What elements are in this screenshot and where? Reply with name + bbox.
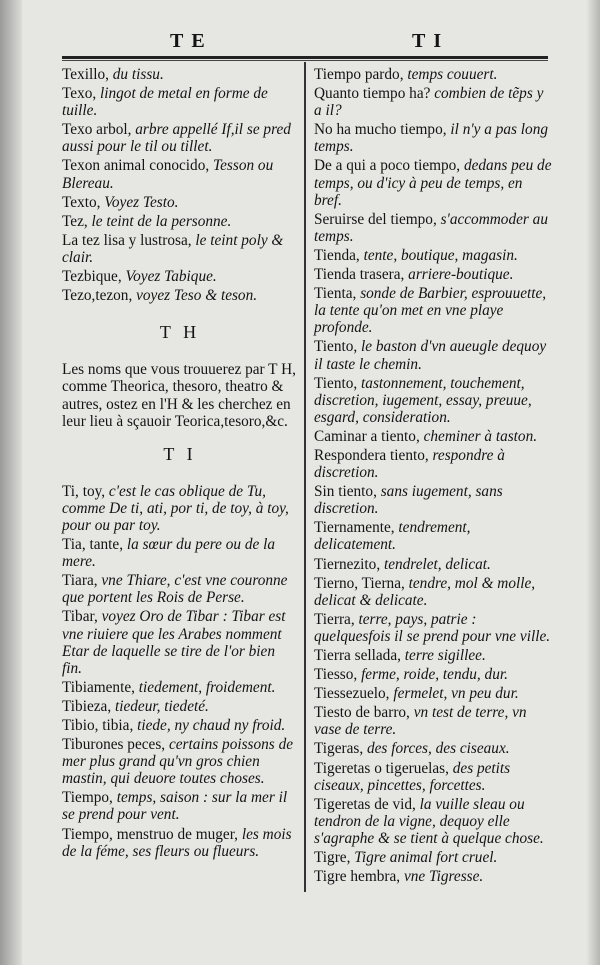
definition: ferme, roide, tendu, dur. (361, 666, 508, 684)
headword: De a qui a poco tiempo, (314, 157, 461, 175)
headword: Tia, tante, (62, 536, 124, 554)
definition: sans iugement, sans discretion. (314, 483, 503, 518)
headword: Sin tiento, (314, 483, 377, 501)
dictionary-entry (314, 611, 554, 645)
dictionary-entry (314, 704, 554, 738)
headword: Tibiamente, (62, 678, 135, 696)
definition: vn test de terre, vn vase de terre. (314, 704, 527, 739)
dictionary-entry (314, 483, 554, 517)
headword: Tiernamente, (314, 519, 395, 537)
dictionary-entry (62, 736, 298, 787)
headword: Tigeretas o tigeruelas, (314, 759, 449, 777)
dictionary-entry (314, 519, 554, 553)
definition: temps, saison : sur la mer il se prend pour vent. (62, 789, 288, 824)
right-column (314, 66, 554, 887)
headword: Tiessezuelo, (314, 685, 390, 703)
definition: Tigre animal fort cruel. (354, 849, 498, 867)
headword: Respondera tiento, (314, 446, 429, 464)
dictionary-entry (314, 849, 554, 866)
definition: dedans peu de temps, ou d'icy à peu de temps, en bref. (314, 157, 552, 209)
definition: le teint poly & clair. (62, 231, 284, 266)
dictionary-entry (62, 536, 298, 570)
definition: tastonnement, touchement, discretion, iugement, essay, preuue, esgard, consideration. (314, 374, 532, 426)
definition: arbre appellé If,il se pred aussi pour le til ou tillet. (62, 121, 291, 156)
headword: Tienta, (314, 285, 357, 303)
dictionary-entry (62, 717, 298, 734)
headword: Tiempo, menstruo de muger, (62, 825, 238, 843)
dictionary-entry (62, 572, 298, 606)
definition: combien de tẽps y a il? (314, 85, 544, 120)
definition: c'est le cas oblique de Tu, comme De ti, ati, por ti, de toy, à toy, pour ou par toy. (62, 482, 289, 534)
headword: Tierra sellada, (314, 647, 401, 664)
header-right: TI (412, 30, 450, 52)
definition: voyez Oro de Tibar : Tibar est vne riuiere que les Arabes nomment Etar de laquelle se tire de l'or bien fin. (62, 608, 286, 677)
dictionary-entry (314, 266, 554, 283)
definition: fermelet, vn peu dur. (393, 685, 519, 703)
dictionary-entry (314, 247, 554, 264)
left-entries-ti (62, 483, 298, 860)
definition: cheminer à taston. (423, 427, 538, 445)
dictionary-entry (62, 66, 298, 83)
headword: Tez, (62, 212, 88, 230)
headword: Tiempo pardo, (314, 66, 404, 83)
dictionary-entry (314, 868, 554, 885)
dictionary-entry (314, 66, 554, 83)
definition: Tesson ou Blereau. (62, 157, 274, 192)
headword: Tibar, (62, 608, 98, 626)
headword: Ti, toy, (62, 482, 106, 500)
dictionary-entry (314, 338, 554, 372)
headword: La tez lisa y lustrosa, (62, 231, 192, 249)
dictionary-entry (314, 556, 554, 573)
dictionary-entry (62, 483, 298, 534)
headword: Tierra, (314, 610, 355, 628)
header-rule (62, 56, 548, 59)
left-column (62, 66, 298, 862)
left-entries-te (62, 66, 298, 304)
headword: Texo, (62, 85, 97, 103)
dictionary-entry (314, 796, 554, 847)
section-heading-ti: T I (163, 443, 197, 464)
definition: tiedement, froidement. (138, 678, 276, 696)
dictionary-entry (62, 608, 298, 676)
definition: terre, pays, patrie : quelquesfois il se prend pour vne ville. (314, 610, 551, 645)
dictionary-entry (314, 666, 554, 683)
definition: du tissu. (112, 66, 164, 83)
running-header (62, 30, 548, 58)
definition: le teint de la personne. (91, 212, 232, 230)
definition: tente, boutique, magasin. (363, 246, 518, 264)
th-note: Les noms que vous trouuerez par T H, comme Theorica, thesoro, theatro & autres, ostez en l'H & les cherchez en leur lieu à sçauoir Teorica,tesoro,&c. (62, 361, 296, 430)
dictionary-entry (314, 760, 554, 794)
headword: Tiesso, (314, 666, 358, 684)
dictionary-entry (62, 121, 298, 155)
definition: certains poissons de mer plus grand qu'vn gros chien mastin, qui deuore toutes choses. (62, 736, 294, 788)
headword: Tierno, Tierna, (314, 574, 405, 592)
definition: voyez Teso & teson. (136, 287, 258, 305)
headword: Tigeretas de vid, (314, 795, 416, 813)
headword: Tigeras, (314, 740, 364, 758)
definition: tendrelet, delicat. (383, 555, 491, 573)
headword: Tienda, (314, 246, 360, 264)
headword: Texo arbol, (62, 121, 132, 139)
headword: Tiento, (314, 374, 358, 392)
headword: No ha mucho tiempo, (314, 121, 447, 139)
dictionary-entry (62, 213, 298, 230)
definition: lingot de metal en forme de tuille. (62, 85, 268, 120)
dictionary-entry (314, 740, 554, 757)
definition: sonde de Barbier, esprouuette, la tente qu'on met en vne playe profonde. (314, 285, 547, 337)
headword: Quanto tiempo ha? (314, 85, 431, 103)
headword: Tibieza, (62, 697, 112, 715)
header-rule-thin (62, 60, 548, 61)
dictionary-entry (62, 232, 298, 266)
dictionary-entry (314, 157, 554, 208)
headword: Texto, (62, 193, 101, 211)
dictionary-entry (62, 287, 298, 304)
headword: Caminar a tiento, (314, 427, 420, 445)
headword: Tigre, (314, 849, 351, 867)
dictionary-entry (314, 285, 554, 336)
dictionary-entry (62, 679, 298, 696)
definition: la vuille sleau ou tendron de la vigne, dequoy elle s'agraphe & se tient à quelque chose. (314, 795, 544, 847)
dictionary-entry (314, 575, 554, 609)
headword: Tezbique, (62, 268, 122, 286)
definition: tiede, ny chaud ny froid. (137, 717, 286, 734)
headword: Tiara, (62, 572, 98, 590)
dictionary-entry (314, 121, 554, 155)
headword: Tiburones peces, (62, 736, 166, 754)
dictionary-entry (62, 268, 298, 285)
definition: le baston d'vn aueugle dequoy il taste le chemin. (314, 338, 547, 373)
definition: terre sigillee. (404, 647, 486, 664)
headword: Tiento, (314, 338, 358, 356)
definition: Voyez Tabique. (125, 268, 217, 286)
dictionary-entry (62, 789, 298, 823)
dictionary-entry (62, 85, 298, 119)
definition: la sœur du pere ou de la mere. (62, 536, 276, 571)
definition: les mois de la féme, ses fleurs ou flueurs. (62, 825, 292, 860)
headword: Texillo, (62, 66, 109, 83)
dictionary-entry (314, 428, 554, 445)
definition: Voyez Testo. (104, 193, 179, 211)
right-entries (314, 66, 554, 885)
definition: vne Thiare, c'est vne couronne que portent les Rois de Perse. (62, 572, 288, 607)
headword: Texon animal conocido, (62, 157, 210, 175)
definition: vne Tigresse. (403, 868, 484, 886)
headword: Tiempo, (62, 789, 113, 807)
headword: Tigre hembra, (314, 868, 401, 886)
headword: Tienda trasera, (314, 266, 405, 284)
dictionary-entry (62, 157, 298, 191)
dictionary-entry (314, 447, 554, 481)
dictionary-entry (62, 194, 298, 211)
dictionary-entry (314, 375, 554, 426)
headword: Tiesto de barro, (314, 704, 410, 722)
dictionary-entry (314, 211, 554, 245)
dictionary-entry (314, 85, 554, 119)
section-heading-th: T H (159, 322, 201, 343)
headword: Tibio, tibia, (62, 717, 134, 734)
definition: s'accommoder au temps. (314, 210, 548, 245)
definition: respondre à discretion. (314, 446, 505, 482)
headword: Tiernezito, (314, 555, 381, 573)
dictionary-entry (62, 826, 298, 860)
definition: il n'y a pas long temps. (314, 121, 548, 156)
definition: temps couuert. (407, 66, 498, 83)
definition: arriere-boutique. (408, 266, 514, 284)
column-divider (304, 62, 306, 892)
headword: Tezo,tezon, (62, 287, 133, 305)
definition: des forces, des ciseaux. (366, 740, 510, 758)
dictionary-entry (314, 685, 554, 702)
definition: des petits ciseaux, pincettes, forcettes. (314, 759, 511, 794)
dictionary-entry (314, 647, 554, 664)
definition: tendre, mol & molle, delicat & delicate. (314, 574, 536, 609)
dictionary-entry (62, 698, 298, 715)
headword: Seruirse del tiempo, (314, 210, 437, 228)
definition: tendrement, delicatement. (314, 519, 471, 554)
definition: tiedeur, tiedeté. (114, 697, 209, 715)
header-left: TE (170, 30, 213, 52)
